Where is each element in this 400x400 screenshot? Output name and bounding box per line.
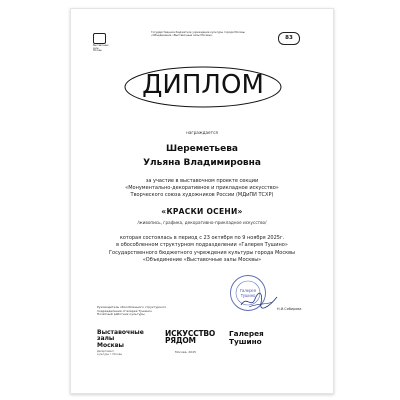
recipient-surname: Шереметьева (165, 144, 238, 154)
signature-position-line: Почётный работник культуры (97, 312, 145, 317)
recipient-name: Ульяна Владимировна (143, 158, 261, 168)
held-text (71, 235, 333, 265)
footer-logo1-line: Выставочные (97, 329, 144, 336)
city-year: Москва, 2025 (175, 350, 197, 354)
footer-logo1-sub-line: Департамент (97, 350, 114, 353)
footer-logo2-line: ИСКУССТВО (165, 329, 216, 338)
participation-line: «Монументально-декоративное и прикладное искусство» (125, 185, 279, 192)
footer-logo-art-nearby (165, 329, 216, 346)
footer-logo3-line: Галерея (229, 329, 264, 338)
signature-position-line: подразделения «Галерея Тушино» (97, 308, 153, 313)
exhibition-title: «КРАСКИ ОСЕНИ» (161, 207, 243, 216)
exhibition-halls-logo-icon (93, 33, 106, 44)
diploma-sheet (70, 8, 334, 394)
footer-logo-exhibition-halls (97, 329, 144, 349)
held-line: Государственного бюджетного учреждения культуры города Москвы (108, 249, 295, 256)
participation-line: Творческого союза художников России (МДиПИ ТСХР) (130, 192, 274, 199)
logo-line-2: залы (93, 46, 99, 50)
anniversary-badge: 83 (278, 32, 300, 45)
participation-text (71, 178, 333, 200)
footer-logo2-line: РЯДОМ (165, 336, 196, 346)
participation-line: за участие в выставочном проекте секции (145, 178, 259, 184)
logo-line-1: Выставочные (93, 44, 109, 47)
top-left-logo (93, 33, 115, 53)
diploma-title: ДИПЛОМ (142, 70, 264, 100)
footer-logo3-line: Тушино (229, 336, 262, 346)
held-line: «Объединение «Выставочные залы Москвы» (142, 257, 262, 264)
svg-text:Тушино: Тушино (240, 293, 256, 298)
held-line: в обособленном структурном подразделении «Галерея Тушино» (116, 242, 288, 249)
footer-logo1-sub (97, 351, 137, 357)
handwritten-signature-icon (239, 291, 279, 311)
footer-logo1-line: залы (97, 335, 115, 343)
organization-header: Государственное бюджетное учреждение культуры города Москвы «Объединение «Выставочные залы Москвы» (151, 31, 245, 38)
held-line: которая состоялась в период с 23 октября по 9 ноября 2025г. (119, 235, 285, 241)
footer-logo1-sub-line: культуры г. Москвы (97, 352, 123, 356)
signer-name: Н.И.Сибирова (277, 307, 302, 311)
awarded-label: награждается (186, 130, 218, 135)
footer-logo1-line: Москвы (97, 341, 124, 349)
signature-position-line: Руководитель обособленного структурного (97, 305, 167, 309)
signature-position (97, 306, 187, 317)
exhibition-genres: /живопись, графика, декоративно-прикладное искусство/ (137, 220, 267, 225)
logo-line-3: Москвы (93, 49, 102, 53)
footer-logo-gallery-tushino (229, 330, 273, 345)
svg-text:Галерея: Галерея (239, 288, 257, 293)
